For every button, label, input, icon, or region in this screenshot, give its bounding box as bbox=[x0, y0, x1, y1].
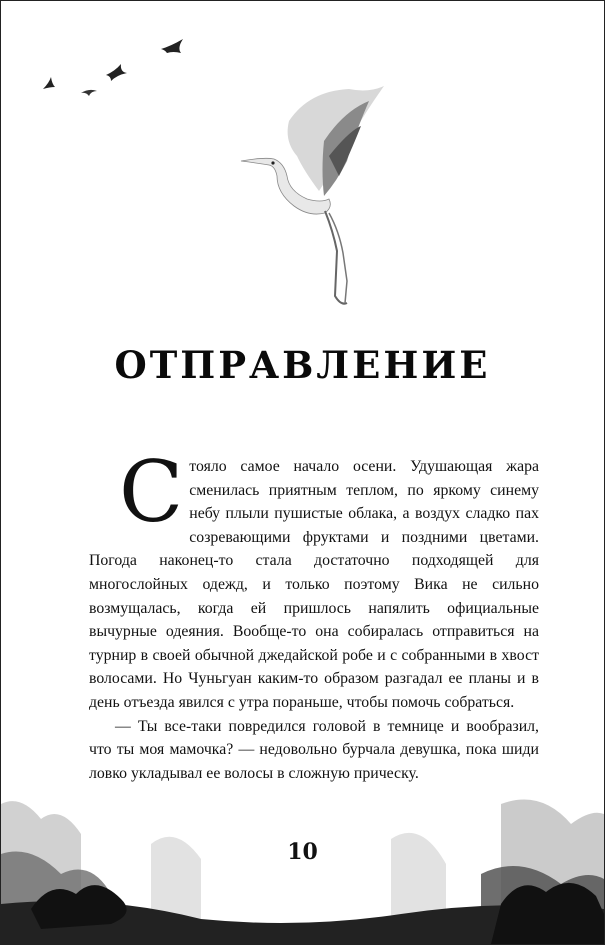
chapter-title: ОТПРАВЛЕНИЕ bbox=[114, 343, 491, 387]
chapter-body bbox=[89, 443, 539, 785]
drop-cap: С bbox=[119, 443, 184, 541]
paragraph-2: — Ты все-таки повредился головой в темнице и вообразил, что ты моя мамочка? — недовольно бурчала девушка, пока шиди ловко укладывал ее волосы в сложную прическу. bbox=[89, 717, 539, 782]
page-number: 10 bbox=[287, 839, 318, 865]
paragraph-1 bbox=[89, 443, 539, 715]
paragraph-1-text: тояло самое начало осени. Удушающая жара сменилась приятным теплом, по яркому синему небу плыли пушистые облака, а воздух сладко пах созревающими фруктами и поздними цветами. Погода наконец-то стала достаточно подходящей для многослойных одежд, и только поэтому Вика не сильно возмущалась, когда ей пришлось напялить официальные вычурные одеяния. Вообще-то она собиралась отправиться на турнир в своей обычной джедайской робе и с собранными в хвост волосами. Но Чуньгуан каким-то образом разгадал ее планы и в день отъезда явился с утра пораньше, чтобы помочь собраться. bbox=[89, 458, 539, 711]
crane-illustration bbox=[229, 81, 389, 336]
birds-illustration bbox=[41, 31, 201, 106]
